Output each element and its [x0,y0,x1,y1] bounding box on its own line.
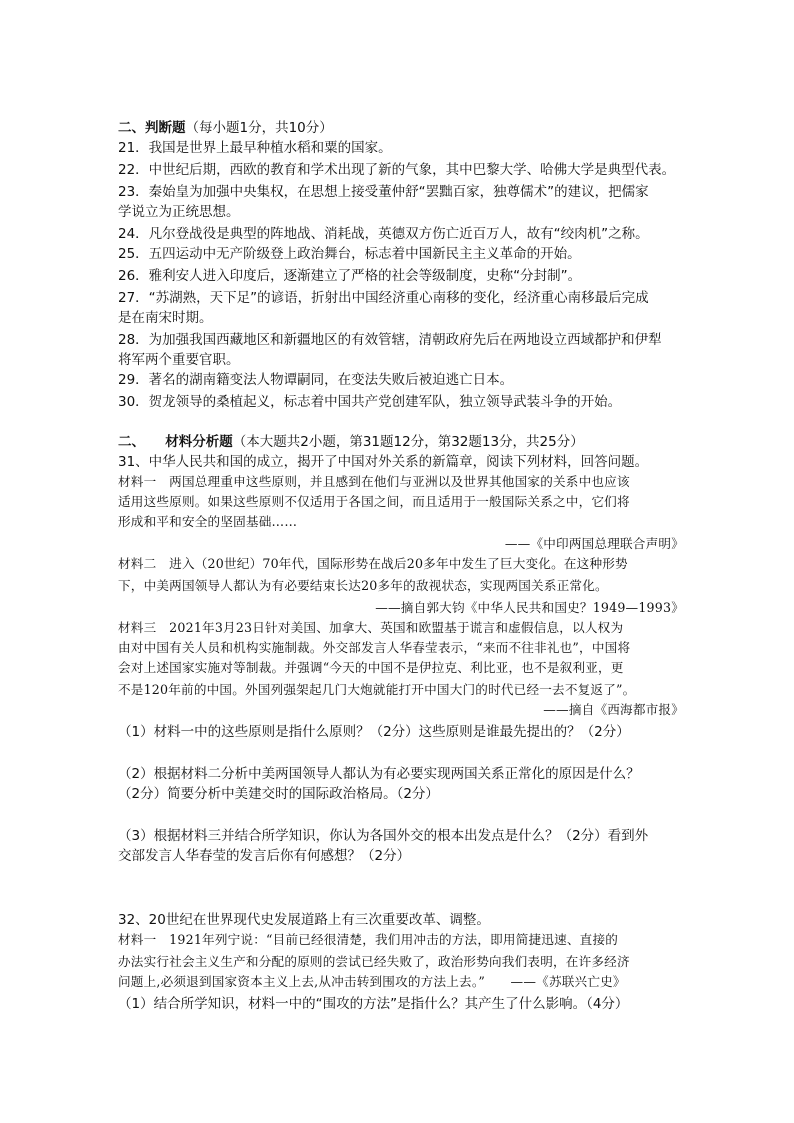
q31-material-2-source: ——摘自郭大钧《中华人民共和国史？1949—1993》 [375,600,684,615]
question-21: 21．我国是世界上最早种植水稻和粟的国家。 [118,140,392,156]
q32-material-1-line-3: 问题上,必须退到国家资本主义上去,从冲击转到围攻的方法上去。” ——《苏联兴亡史》 [118,974,626,989]
q31-material-3-line-1: 材料三 2021年3月23日针对美国、加拿大、英国和欧盟基于谎言和虚假信息，以人权为 [118,620,624,635]
q31-material-1-source: ——《中印两国总理联合声明》 [504,536,684,551]
question-23: 23．秦始皇为加强中央集权，在思想上接受董仲舒“罢黜百家，独尊儒术”的建议，把儒家 [118,184,649,200]
q31-material-1-line-2: 适用这些原则。如果这些原则不仅适用于各国之间，而且适用于一般国际关系之中，它们将 [118,494,630,509]
q32-subquestion-1: （1）结合所学知识，材料一中的“围攻的方法”是指什么？其产生了什么影响。（4分） [118,996,629,1012]
q31-material-3-line-3: 会对上述国家实施对等制裁。并强调“今天的中国不是伊拉克、利比亚，也不是叙利亚，更 [118,660,624,675]
question-29: 29．著名的湖南籍变法人物谭嗣同，在变法失败后被迫逃亡日本。 [118,372,514,388]
question-25: 25．五四运动中无产阶级登上政治舞台，标志着中国新民主主义革命的开始。 [118,246,581,262]
q31-subquestion-1: （1）材料一中的这些原则是指什么原则？（2分）这些原则是谁最先提出的？（2分） [118,724,630,740]
q31-material-1-line-1: 材料一 两国总理重申这些原则，并且感到在他们与亚洲以及世界其他国家的关系中也应该 [118,474,630,489]
q31-material-2-line-2: 下，中美两国领导人都认为有必要结束长达20多年的敌视状态，实现两国关系正常化。 [118,578,608,593]
section-heading-judgement: 二、判断题（每小题1分，共10分） [118,120,333,136]
q31-material-3-source: ——摘自《西海都市报》 [543,702,684,717]
q31-material-3-line-4: 不是120年前的中国。外国列强架起几门大炮就能打开中国大门的时代已经一去不复返了”。 [118,682,636,697]
q31-subquestion-2: （2）根据材料二分析中美两国领导人都认为有必要实现两国关系正常化的原因是什么？ [118,766,640,782]
question-28: 28．为加强我国西藏地区和新疆地区的有效管辖，清朝政府先后在两地设立西域都护和伊犁 [118,332,662,348]
section-heading-material: 二、 材料分析题（本大题共2小题，第31题12分，第32题13分，共25分） [118,434,584,450]
question-26: 26．雅利安人进入印度后，逐渐建立了严格的社会等级制度，史称“分封制”。 [118,268,582,284]
question-24: 24．凡尔登战役是典型的阵地战、消耗战，英德双方伤亡近百万人，故有“绞肉机”之称。 [118,226,649,242]
q32-material-1-line-2: 办法实行社会主义生产和分配的原则的尝试已经失败了，政治形势向我们表明，在许多经济 [118,954,630,969]
q31-subquestion-2-cont: （2分）简要分析中美建交时的国际政治格局。（2分） [118,786,439,802]
question-32-stem: 32、20世纪在世界现代史发展道路上有三次重要改革、调整。 [118,912,490,928]
q31-material-1-line-3: 形成和平和安全的坚固基础…… [118,514,298,529]
question-27-cont: 是在南宋时期。 [118,310,213,326]
question-27: 27．“苏湖熟，天下足”的谚语，折射出中国经济重心南移的变化，经济重心南移最后完成 [118,290,649,306]
question-23-cont: 学说立为正统思想。 [118,204,240,220]
question-28-cont: 将军两个重要官职。 [118,352,240,368]
q31-subquestion-3-cont: 交部发言人华春莹的发言后你有何感想？（2分） [118,848,411,864]
q31-material-2-line-1: 材料二 进入（20世纪）70年代，国际形势在战后20多年中发生了巨大变化。在这种形势 [118,556,628,571]
q31-material-3-line-2: 由对中国有关人员和机构实施制裁。外交部发言人华春莹表示，“来而不往非礼也”，中国将 [118,640,631,655]
q32-material-1-line-1: 材料一 1921年列宁说：“目前已经很清楚，我们用冲击的方法，即用简捷迅速、直接的 [118,932,619,947]
question-30: 30．贺龙领导的桑植起义，标志着中国共产党创建军队，独立领导武装斗争的开始。 [118,394,622,410]
q31-subquestion-3: （3）根据材料三并结合所学知识，你认为各国外交的根本出发点是什么？（2分）看到外 [118,828,649,844]
question-22: 22．中世纪后期，西欧的教育和学术出现了新的气象，其中巴黎大学、哈佛大学是典型代表。 [118,162,676,178]
question-31-stem: 31、中华人民共和国的成立，揭开了中国对外关系的新篇章，阅读下列材料，回答问题。 [118,454,649,470]
